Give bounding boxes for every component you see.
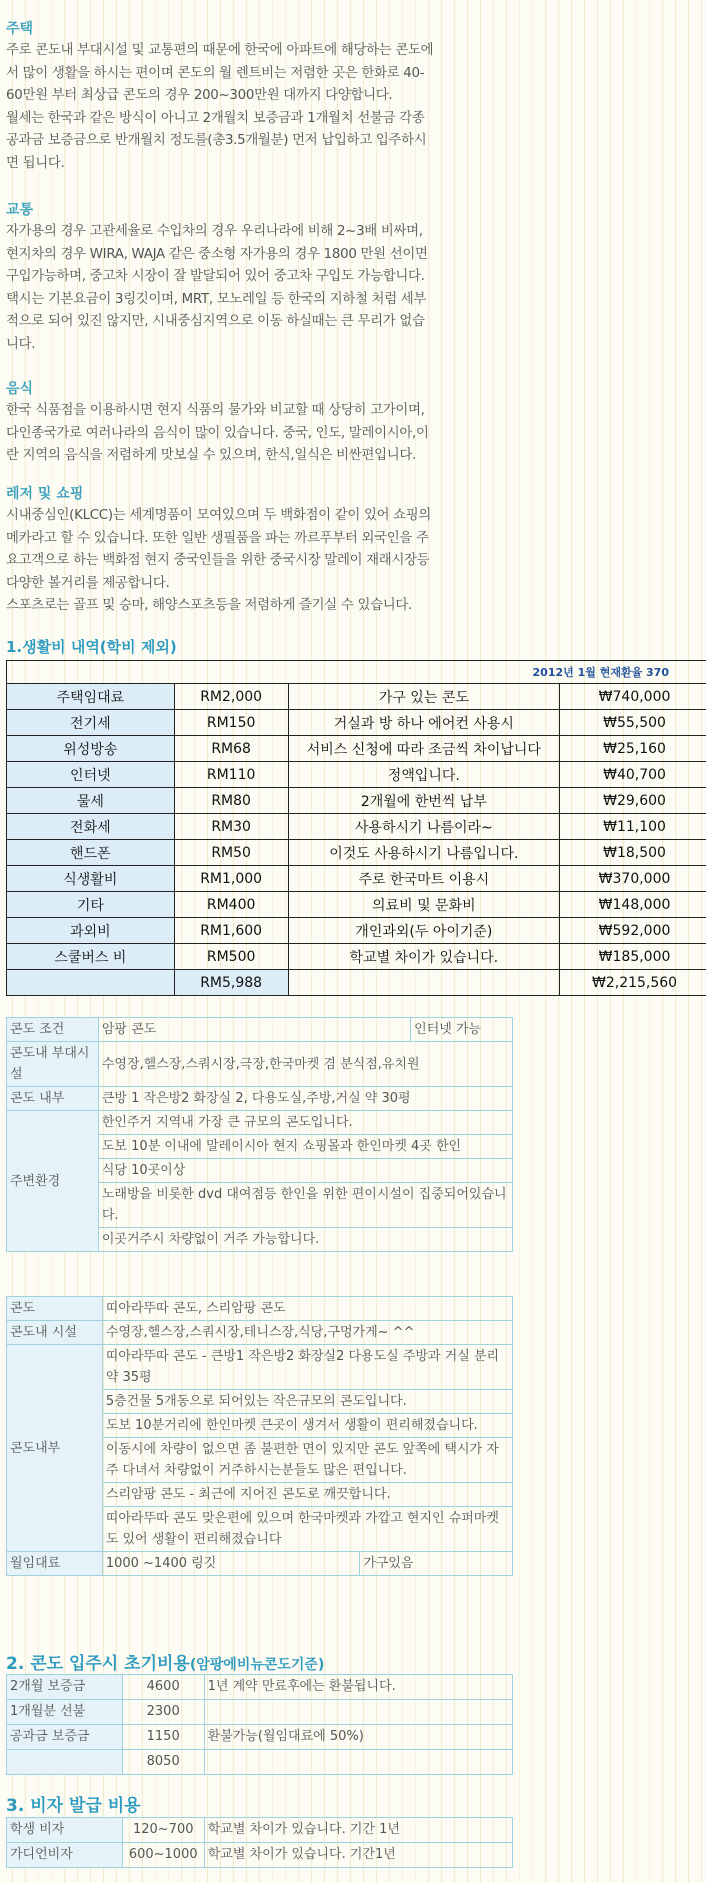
fee-amount: 1150	[122, 1725, 204, 1750]
section-line: 구입가능하며, 중고차 시장이 잘 발달되어 있어 중고차 구입도 가능합니다.	[6, 269, 425, 284]
table-row	[7, 1725, 513, 1750]
fee-label: 2개월 보증금	[7, 1675, 123, 1700]
cost-krw: ₩55,500	[560, 710, 706, 736]
interior-line: 5층건물 5개동으로 되어있는 작은규모의 콘도입니다.	[102, 1390, 512, 1414]
interior-line: 스리암팡 콘도 - 최근에 지어진 콘도로 깨끗합니다.	[102, 1483, 512, 1507]
visa-rows	[7, 1818, 513, 1868]
cost-item-label: 전화세	[7, 814, 175, 840]
cost-krw: ₩11,100	[560, 814, 706, 840]
table-row	[7, 1675, 513, 1700]
condo-condition-value: 암팡 콘도	[98, 1018, 410, 1042]
cost-note: 정액입니다.	[288, 762, 560, 788]
section-line: 적으로 되어 있진 않지만, 시내중심지역으로 이동 하실때는 큰 무리가 없습	[6, 314, 425, 329]
exchange-rate-note: 2012년 1월 현재환율 370	[7, 661, 706, 684]
cost-note: 개인과외(두 아이기준)	[288, 918, 560, 944]
cost-title: 1.생활비 내역(학비 제외)	[6, 638, 177, 656]
facilities-value: 수영장,헬스장,스쿼시장,테니스장,식당,구멍가게~ ^^	[102, 1321, 512, 1345]
interior-line: 띠아라뚜따 콘도 맞은편에 있으며 한국마켓과 가깝고 현지인 슈퍼마켓도 있어 생활이 편리해졌습니다	[102, 1507, 512, 1552]
fee-amount: 8050	[122, 1750, 204, 1775]
cost-note: 의료비 및 문화비	[288, 892, 560, 918]
section-line: 60만원 부터 최상급 콘도의 경우 200~300만원 대까지 다양합니다.	[6, 88, 393, 103]
cost-item-label: 식생활비	[7, 866, 175, 892]
cost-rm: RM50	[174, 840, 288, 866]
section-line: 주로 콘도내 부대시설 및 교통편의 때문에 한국에 아파트에 해당하는 콘도에	[6, 43, 434, 58]
cost-note: 주로 한국마트 이용시	[288, 866, 560, 892]
visa-type: 가디언비자	[7, 1843, 123, 1868]
condo-name-value: 띠아라뚜따 콘도, 스리암팡 콘도	[102, 1297, 512, 1321]
cost-note: 사용하시기 나름이라~	[288, 814, 560, 840]
surroundings-label: 주변환경	[7, 1111, 99, 1252]
fee-amount: 2300	[122, 1700, 204, 1725]
total-note	[288, 970, 560, 996]
section-line: 니다.	[6, 336, 36, 352]
initial-cost-title	[6, 1649, 324, 1674]
interior-line: 이동시에 차량이 없으면 좀 불편한 면이 있지만 콘도 앞쪽에 택시가 자주 다녀서 차량없이 거주하시는분들도 많은 편입니다.	[102, 1438, 512, 1483]
cost-rm: RM110	[174, 762, 288, 788]
condo-table-2	[6, 1296, 513, 1576]
cost-row	[7, 762, 706, 788]
interior-label: 콘도내부	[7, 1345, 103, 1552]
cost-item-label: 전기세	[7, 710, 175, 736]
section-housing	[6, 18, 516, 175]
rent-label: 월임대료	[7, 1552, 103, 1576]
fee-note: 환불가능(월임대료에 50%)	[204, 1725, 512, 1750]
cost-krw: ₩40,700	[560, 762, 706, 788]
fee-note: 1년 계약 만료후에는 환불됩니다.	[204, 1675, 512, 1700]
cost-rm: RM30	[174, 814, 288, 840]
total-rm: RM5,988	[174, 970, 288, 996]
section-line: 한국 식품점을 이용하시면 현지 식품의 물가와 비교할 때 상당히 고가이며,	[6, 403, 425, 418]
table-row	[7, 1700, 513, 1725]
table-row	[7, 1750, 513, 1775]
facilities-label: 콘도내 부대시설	[7, 1042, 99, 1087]
visa-cost: 600~1000	[122, 1843, 204, 1868]
cost-item-label: 주택임대료	[7, 684, 175, 710]
surroundings-line: 식당 10곳이상	[98, 1159, 512, 1183]
cost-note: 이것도 사용하시기 나름입니다.	[288, 840, 560, 866]
cost-item-label: 핸드폰	[7, 840, 175, 866]
internet-available: 인터넷 가능	[411, 1018, 513, 1042]
section-leisure	[6, 483, 516, 618]
rate-row	[7, 661, 706, 684]
cost-krw: ₩592,000	[560, 918, 706, 944]
initial-cost-rows	[7, 1675, 513, 1775]
section-line: 다인종국가로 여러나라의 음식이 많이 있습니다. 중국, 인도, 말레이시아,이	[6, 425, 429, 441]
surroundings-line: 이곳거주시 차량없이 거주 가능합니다.	[98, 1228, 512, 1252]
cost-rm: RM400	[174, 892, 288, 918]
cost-item-label: 과외비	[7, 918, 175, 944]
section-title: 주택	[6, 21, 34, 37]
cost-row	[7, 866, 706, 892]
cost-note: 서비스 신청에 따라 조금씩 차이납니다	[288, 736, 560, 762]
cost-item-label: 스쿨버스 비	[7, 944, 175, 970]
section-food	[6, 378, 516, 468]
visa-note: 학교별 차이가 있습니다. 기간 1년	[204, 1818, 512, 1843]
section-title: 레저 및 쇼핑	[6, 486, 84, 502]
cost-row	[7, 814, 706, 840]
section-line: 란 지역의 음식을 저렴하게 맛보실 수 있으며, 한식,일식은 비싼편입니다.	[6, 448, 416, 463]
section-line: 시내중심인(KLCC)는 세계명품이 모여있으며 두 백화점이 같이 있어 쇼핑의	[6, 508, 432, 523]
furnished-note: 가구있음	[360, 1552, 513, 1576]
section-line: 현지차의 경우 WIRA, WAJA 같은 중소형 자가용의 경우 1800 만원 선이면	[6, 246, 428, 262]
interior-line: 띠아라뚜따 콘도 - 큰방1 작은방2 화장실2 다용도실 주방과 거실 분리 약 35평	[102, 1345, 512, 1390]
section-line: 스포츠로는 골프 및 승마, 해양스포츠등을 저렴하게 즐기실 수 있습니다.	[6, 598, 412, 613]
condo-condition-label: 콘도 조건	[7, 1018, 99, 1042]
section-line: 자가용의 경우 고관세율로 수입차의 경우 우리나라에 비해 2~3배 비싸며,	[6, 224, 423, 239]
cost-krw: ₩185,000	[560, 944, 706, 970]
facilities-value: 수영장,헬스장,스쿼시장,극장,한국마켓 겸 분식점,유치원	[98, 1042, 512, 1087]
interior-label: 콘도 내부	[7, 1087, 99, 1111]
cost-item-label: 인터넷	[7, 762, 175, 788]
cost-note: 거실과 방 하나 에어컨 사용시	[288, 710, 560, 736]
cost-rm: RM80	[174, 788, 288, 814]
cost-item-label: 물세	[7, 788, 175, 814]
surroundings-line: 한인주거 지역내 가장 큰 규모의 콘도입니다.	[98, 1111, 512, 1135]
cost-row	[7, 840, 706, 866]
section-transport	[6, 199, 516, 356]
cost-rm: RM150	[174, 710, 288, 736]
cost-row	[7, 918, 706, 944]
cost-krw: ₩740,000	[560, 684, 706, 710]
cost-table	[6, 660, 706, 996]
fee-label	[7, 1750, 123, 1775]
table-row	[7, 1818, 513, 1843]
interior-value: 큰방 1 작은방2 화장실 2, 다용도실,주방,거실 약 30평	[98, 1087, 512, 1111]
cost-item-label: 기타	[7, 892, 175, 918]
cost-row	[7, 944, 706, 970]
initial-cost-subtitle: (암팡에비뉴콘도기준)	[189, 1657, 325, 1673]
section-line: 면 됩니다.	[6, 155, 65, 171]
fee-label: 공과금 보증금	[7, 1725, 123, 1750]
cost-rm: RM500	[174, 944, 288, 970]
cost-krw: ₩25,160	[560, 736, 706, 762]
cost-rm: RM1,000	[174, 866, 288, 892]
cost-note: 학교별 차이가 있습니다.	[288, 944, 560, 970]
cost-rm: RM68	[174, 736, 288, 762]
cost-row	[7, 892, 706, 918]
total-krw: ₩2,215,560	[560, 970, 706, 996]
section-line: 택시는 기본요금이 3링깃이며, MRT, 모노레일 등 한국의 지하철 처럼 세부	[6, 291, 427, 307]
total-label	[7, 970, 175, 996]
cost-note: 가구 있는 콘도	[288, 684, 560, 710]
fee-note	[204, 1700, 512, 1725]
section-title: 교통	[6, 202, 34, 218]
section-line: 공과금 보증금으로 반개월치 정도를(총3.5개월분) 먼저 납입하고 입주하시	[6, 133, 427, 148]
cost-row	[7, 710, 706, 736]
fee-amount: 4600	[122, 1675, 204, 1700]
rent-value: 1000 ~1400 링깃	[102, 1552, 360, 1576]
surroundings-line: 도보 10분 이내에 말레이시아 현지 쇼핑몰과 한인마켓 4곳 한인	[98, 1135, 512, 1159]
section-line: 월세는 한국과 같은 방식이 아니고 2개월치 보증금과 1개월치 선불금 각종	[6, 110, 425, 126]
cost-rm: RM2,000	[174, 684, 288, 710]
cost-krw: ₩370,000	[560, 866, 706, 892]
initial-cost-table	[6, 1674, 513, 1775]
initial-cost-heading: 2. 콘도 입주시 초기비용	[6, 1654, 190, 1674]
section-line: 요고객으로 하는 백화점 현지 중국인들을 위한 중국시장 말레이 재래시장등	[6, 553, 430, 568]
cost-krw: ₩18,500	[560, 840, 706, 866]
table-row	[7, 1843, 513, 1868]
cost-total-row	[7, 970, 706, 996]
surroundings-line: 노래방을 비롯한 dvd 대여점등 한인을 위한 편이시설이 집중되어있습니다.	[98, 1183, 512, 1228]
interior-line: 도보 10분거리에 한인마켓 큰곳이 생겨서 생활이 편리해졌습니다.	[102, 1414, 512, 1438]
facilities-label: 콘도내 시설	[7, 1321, 103, 1345]
section-title: 음식	[6, 381, 34, 397]
condo-table-1	[6, 1017, 513, 1252]
fee-note	[204, 1750, 512, 1775]
visa-note: 학교별 차이가 있습니다. 기간1년	[204, 1843, 512, 1868]
cost-row	[7, 736, 706, 762]
section-line: 다양한 볼거리를 제공합니다.	[6, 575, 170, 591]
cost-rows	[7, 684, 706, 970]
cost-row	[7, 788, 706, 814]
condo-name-label: 콘도	[7, 1297, 103, 1321]
cost-item-label: 위성방송	[7, 736, 175, 762]
cost-note: 2개월에 한번씩 납부	[288, 788, 560, 814]
visa-cost: 120~700	[122, 1818, 204, 1843]
section-line: 메카라고 할 수 있습니다. 또한 일반 생필품을 파는 까르푸부터 외국인을 주	[6, 530, 429, 546]
section-line: 서 많이 생활을 하시는 편이며 콘도의 월 렌트비는 저렴한 곳은 한화로 40-	[6, 65, 425, 81]
visa-title: 3. 비자 발급 비용	[6, 1796, 141, 1816]
cost-krw: ₩29,600	[560, 788, 706, 814]
cost-rm: RM1,600	[174, 918, 288, 944]
visa-table	[6, 1817, 513, 1868]
cost-row	[7, 684, 706, 710]
fee-label: 1개월분 선불	[7, 1700, 123, 1725]
visa-type: 학생 비자	[7, 1818, 123, 1843]
cost-krw: ₩148,000	[560, 892, 706, 918]
